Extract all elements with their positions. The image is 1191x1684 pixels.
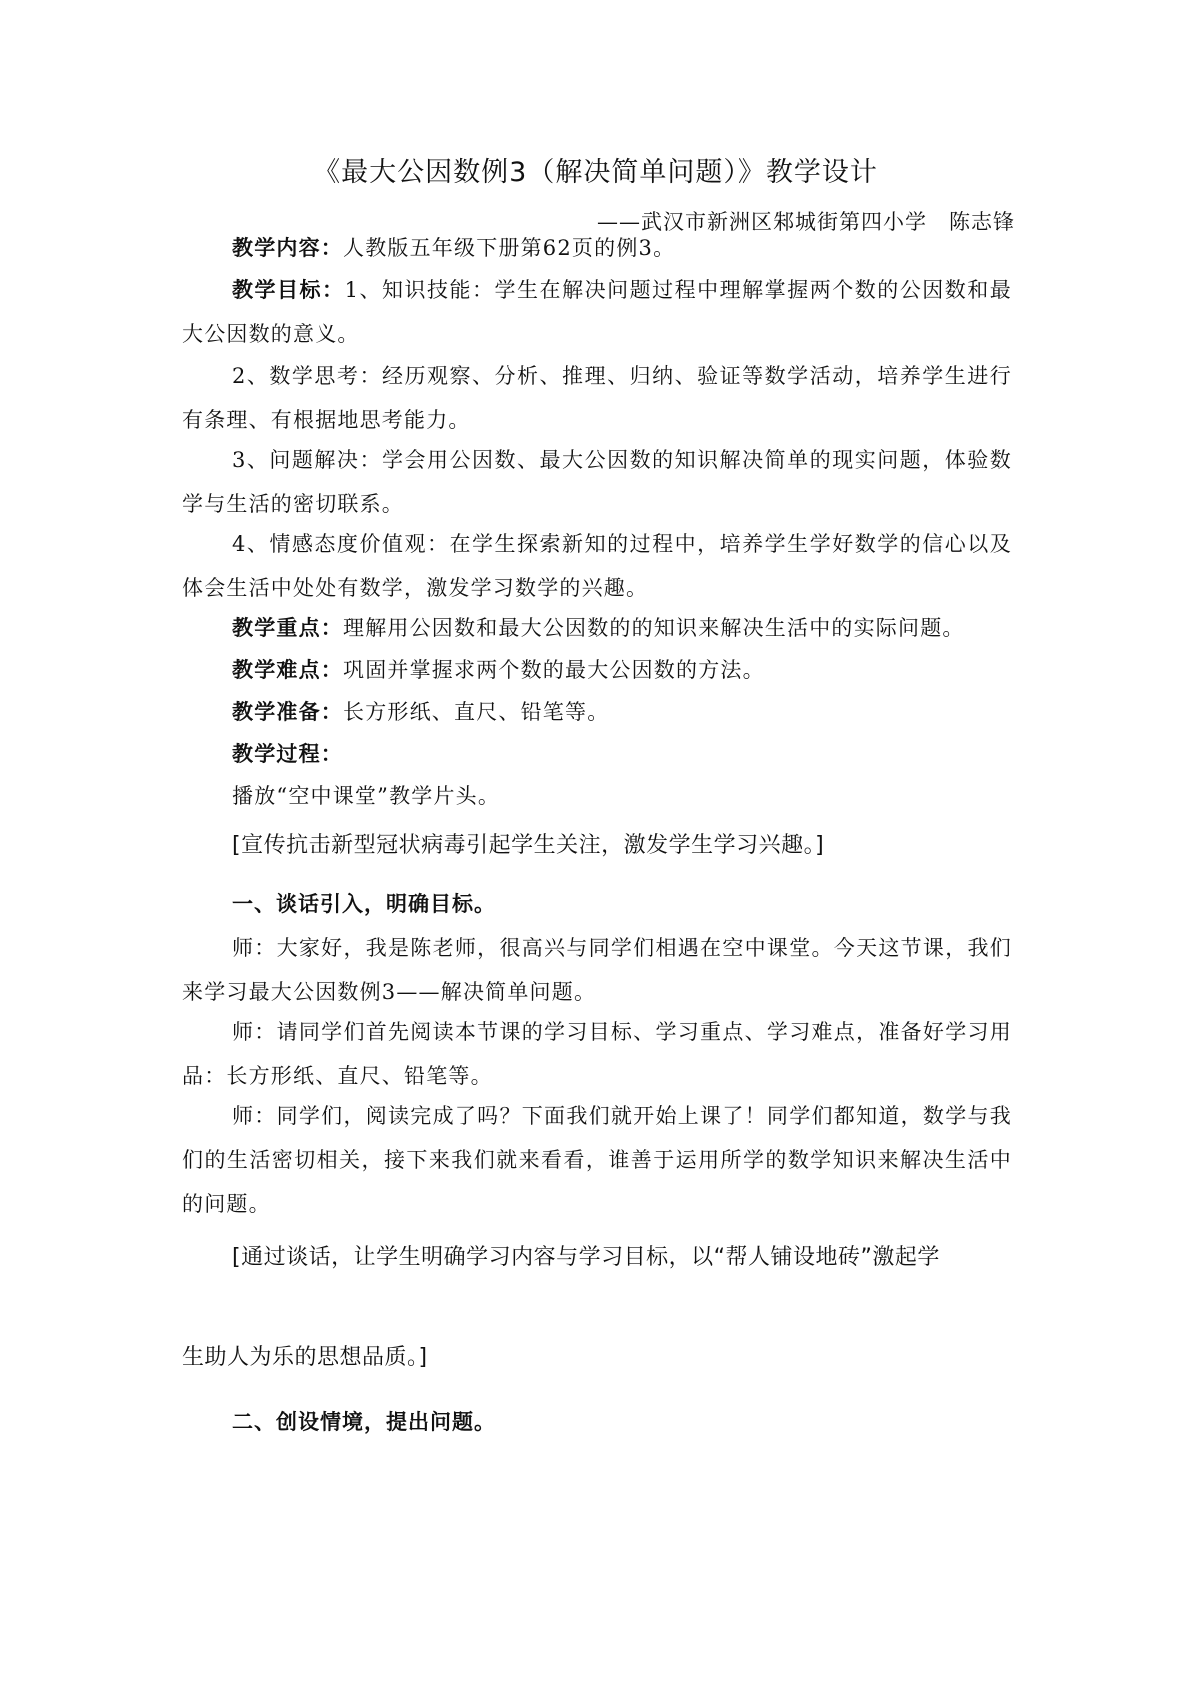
key-point [182, 606, 1012, 650]
teacher-line-1: 师：大家好，我是陈老师，很高兴与同学们相遇在空中课堂。今天这节课，我们来学习最大公因数例3——解决简单问题。 [182, 936, 1012, 1004]
teaching-goals-label: 教学目标： [232, 278, 345, 302]
difficulty-text: 巩固并掌握求两个数的最大公因数的方法。 [343, 658, 765, 682]
design-note-1: [宣传抗击新型冠状病毒引起学生关注，激发学生学习兴趣。] [232, 833, 825, 858]
preparation-text: 长方形纸、直尺、铅笔等。 [343, 700, 610, 724]
teacher-line-3: 师：同学们，阅读完成了吗？下面我们就开始上课了！同学们都知道，数学与我们的生活密切相关，接下来我们就来看看，谁善于运用所学的数学知识来解决生活中的问题。 [182, 1104, 1012, 1216]
key-point-text: 理解用公因数和最大公因数的的知识来解决生活中的实际问题。 [343, 616, 965, 640]
teaching-content [182, 226, 1012, 270]
goal-3: 3、问题解决：学会用公因数、最大公因数的知识解决简单的现实问题，体验数学与生活的密切联系。 [182, 448, 1012, 516]
difficulty-label: 教学难点： [232, 658, 343, 682]
teacher-line-2: 师：请同学们首先阅读本节课的学习目标、学习重点、学习难点，准备好学习用品：长方形纸、直尺、铅笔等。 [182, 1020, 1012, 1088]
goal-1-text: 1、知识技能：学生在解决问题过程中理解掌握两个数的公因数和最大公因数的意义。 [182, 278, 1013, 346]
process-label: 教学过程： [232, 742, 343, 766]
document-title: 《最大公因数例3（解决简单问题）》教学设计 [313, 157, 878, 188]
teaching-content-text: 人教版五年级下册第62页的例3。 [343, 236, 676, 260]
difficulty [182, 648, 1012, 692]
section-1-heading: 一、谈话引入，明确目标。 [232, 892, 496, 916]
process-heading [182, 732, 1012, 776]
section-2-heading: 二、创设情境，提出问题。 [232, 1410, 496, 1434]
goal-2: 2、数学思考：经历观察、分析、推理、归纳、验证等数学活动，培养学生进行有条理、有根据地思考能力。 [182, 364, 1012, 432]
preparation [182, 690, 1012, 734]
process-intro: 播放“空中课堂”教学片头。 [232, 784, 501, 808]
design-note-2-line-1: [通过谈话，让学生明确学习内容与学习目标，以“帮人铺设地砖”激起学 [232, 1245, 940, 1270]
preparation-label: 教学准备： [232, 700, 343, 724]
author-line: ——武汉市新洲区邾城街第四小学 陈志锋 [597, 210, 1015, 234]
teaching-content-label: 教学内容： [232, 236, 343, 260]
teaching-goals [182, 268, 1012, 356]
design-note-2-line-2: 生助人为乐的思想品质。] [182, 1345, 428, 1370]
key-point-label: 教学重点： [232, 616, 343, 640]
goal-4: 4、情感态度价值观：在学生探索新知的过程中，培养学生学好数学的信心以及体会生活中处处有数学，激发学习数学的兴趣。 [182, 532, 1012, 600]
